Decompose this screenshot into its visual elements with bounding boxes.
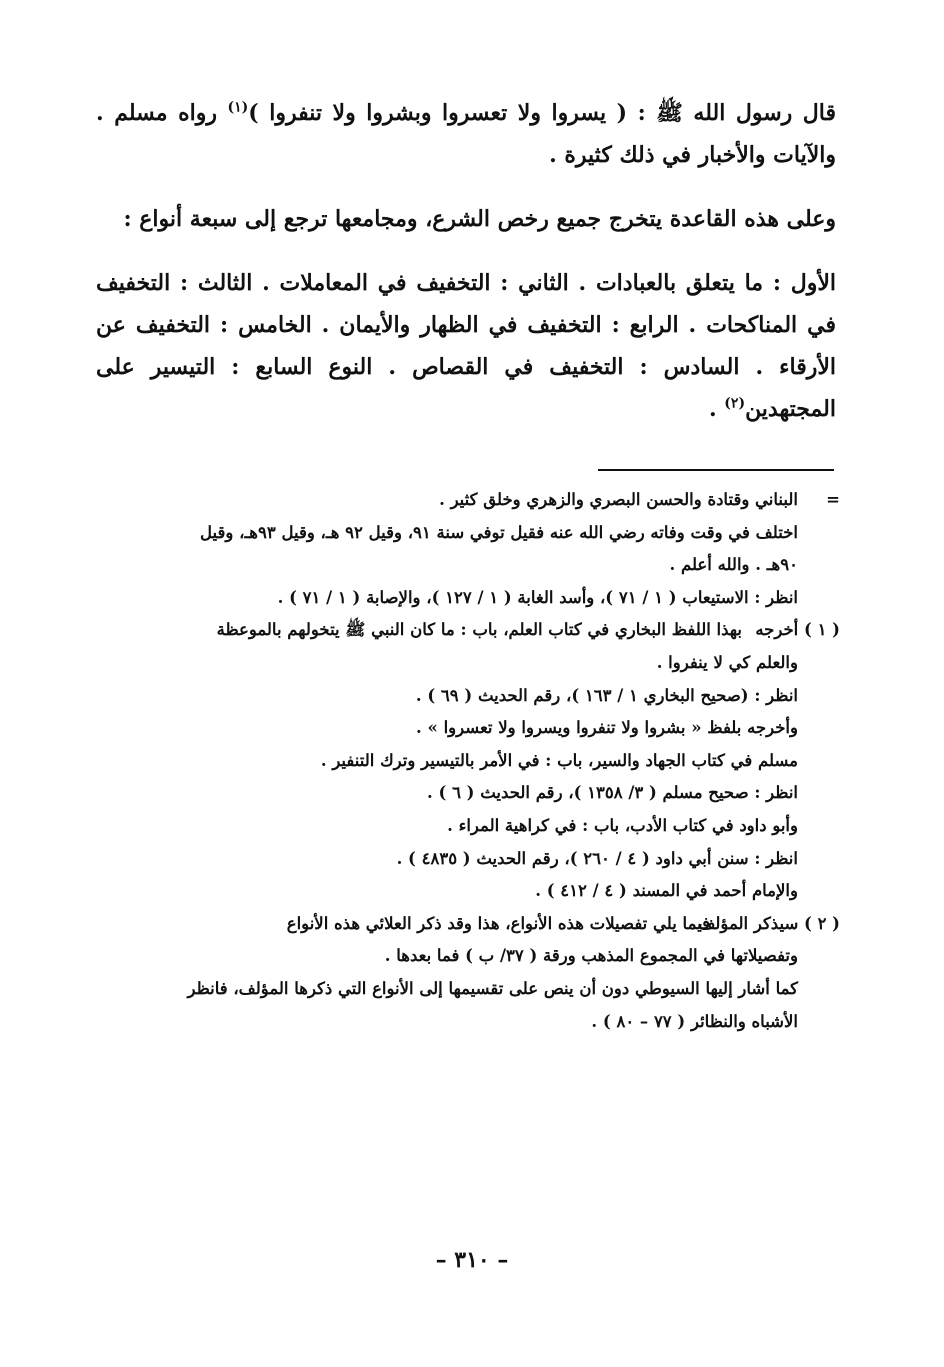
footnote-2-label: ( ٢ ) سيذكر المؤلف xyxy=(698,913,840,933)
footnote-text: بهذا اللفظ البخاري في كتاب العلم، باب : ما كان النبي ﷺ يتخولهم بالموعظة xyxy=(216,620,742,640)
footnote-1-line: وأخرجه بلفظ « بشروا ولا تنفروا ويسروا ولا تعسروا » . xyxy=(416,718,798,738)
footnote-continuation-line: انظر : الاستيعاب ( ١ / ٧١ )، وأسد الغابة ( ١ / ١٢٧ )، والإصابة ( ١ / ٧١ ) . xyxy=(277,587,798,607)
footnote-1-label: ( ١ ) أخرجه xyxy=(755,620,840,640)
footnote-text: البناني وقتادة والحسن البصري والزهري وخلق كثير . xyxy=(439,490,798,509)
footnote-1-line: والإمام أحمد في المسند ( ٤ / ٤١٢ ) . xyxy=(535,881,798,901)
footnote-text: فيما يلي تفصيلات هذه الأنواع، هذا وقد ذكر العلائي هذه الأنواع xyxy=(286,913,710,933)
hadith-text: قال رسول الله ﷺ : ( يسروا ولا تعسروا وبشروا ولا تنفروا ) xyxy=(248,100,836,126)
footnote-2-line: الأشباه والنظائر ( ٧٧ – ٨٠ ) . xyxy=(591,1011,798,1031)
continuation-mark: = xyxy=(826,490,840,509)
page-number: – ٣١٠ – xyxy=(435,1247,509,1273)
footnote-1-line: وأبو داود في كتاب الأدب، باب : في كراهية المراء . xyxy=(447,815,798,835)
paragraph-rule: وعلى هذه القاعدة يتخرج جميع رخص الشرع، ومجامعها ترجع إلى سبعة أنواع : xyxy=(123,206,836,232)
paragraph-types xyxy=(96,262,836,430)
hadith-source: رواه مسلم . والآيات والأخبار في ذلك كثيرة . xyxy=(96,100,836,168)
types-text: الأول : ما يتعلق بالعبادات . الثاني : التخفيف في المعاملات . الثالث : التخفيف في المناكحات . الرابع : التخفيف في الظهار والأيمان . الخامس : التخفيف عن الأرقاء . السادس : التخفيف في القصاص . النوع السابع : التيسير على المجتهدين xyxy=(96,270,836,422)
footnote-1 xyxy=(96,614,840,647)
footnote-2-line: وتفصيلاتها في المجموع المذهب ورقة ( ٣٧/ ب ) فما بعدها . xyxy=(384,946,798,966)
footnote-1-line: انظر : صحيح مسلم ( ٣/ ١٣٥٨ )، رقم الحديث ( ٦ ) . xyxy=(427,783,798,803)
footnote-2-line: كما أشار إليها السيوطي دون أن ينص على تقسيمها إلى الأنواع التي ذكرها المؤلف، فانظر xyxy=(187,978,798,998)
footnote-1-line: مسلم في كتاب الجهاد والسير، باب : في الأمر بالتيسير وترك التنفير . xyxy=(320,750,798,770)
footnote-1-line: انظر : سنن أبي داود ( ٤ / ٢٦٠ )، رقم الحديث ( ٤٨٣٥ ) . xyxy=(396,848,798,868)
footnote-continuation-line xyxy=(96,484,840,517)
footnote-ref-1[interactable]: (١) xyxy=(227,99,249,116)
footnote-separator xyxy=(598,469,834,471)
paragraph-hadith xyxy=(96,92,836,176)
footnotes xyxy=(96,484,840,1038)
footnote-continuation-line: اختلف في وقت وفاته رضي الله عنه فقيل توفي سنة ٩١، وقيل ٩٢ هـ، وقيل ٩٣هـ، وقيل xyxy=(200,522,798,542)
types-end: . xyxy=(708,396,725,422)
footnote-ref-2[interactable]: (٢) xyxy=(724,395,746,412)
footnote-2 xyxy=(96,908,840,941)
main-text xyxy=(96,92,836,430)
footnote-1-line: والعلم كي لا ينفروا . xyxy=(656,652,798,672)
footnote-continuation-line: ٩٠هـ . والله أعلم . xyxy=(669,555,798,575)
footnote-1-line: انظر : (صحيح البخاري ١ / ١٦٣ )، رقم الحديث ( ٦٩ ) . xyxy=(415,685,798,705)
